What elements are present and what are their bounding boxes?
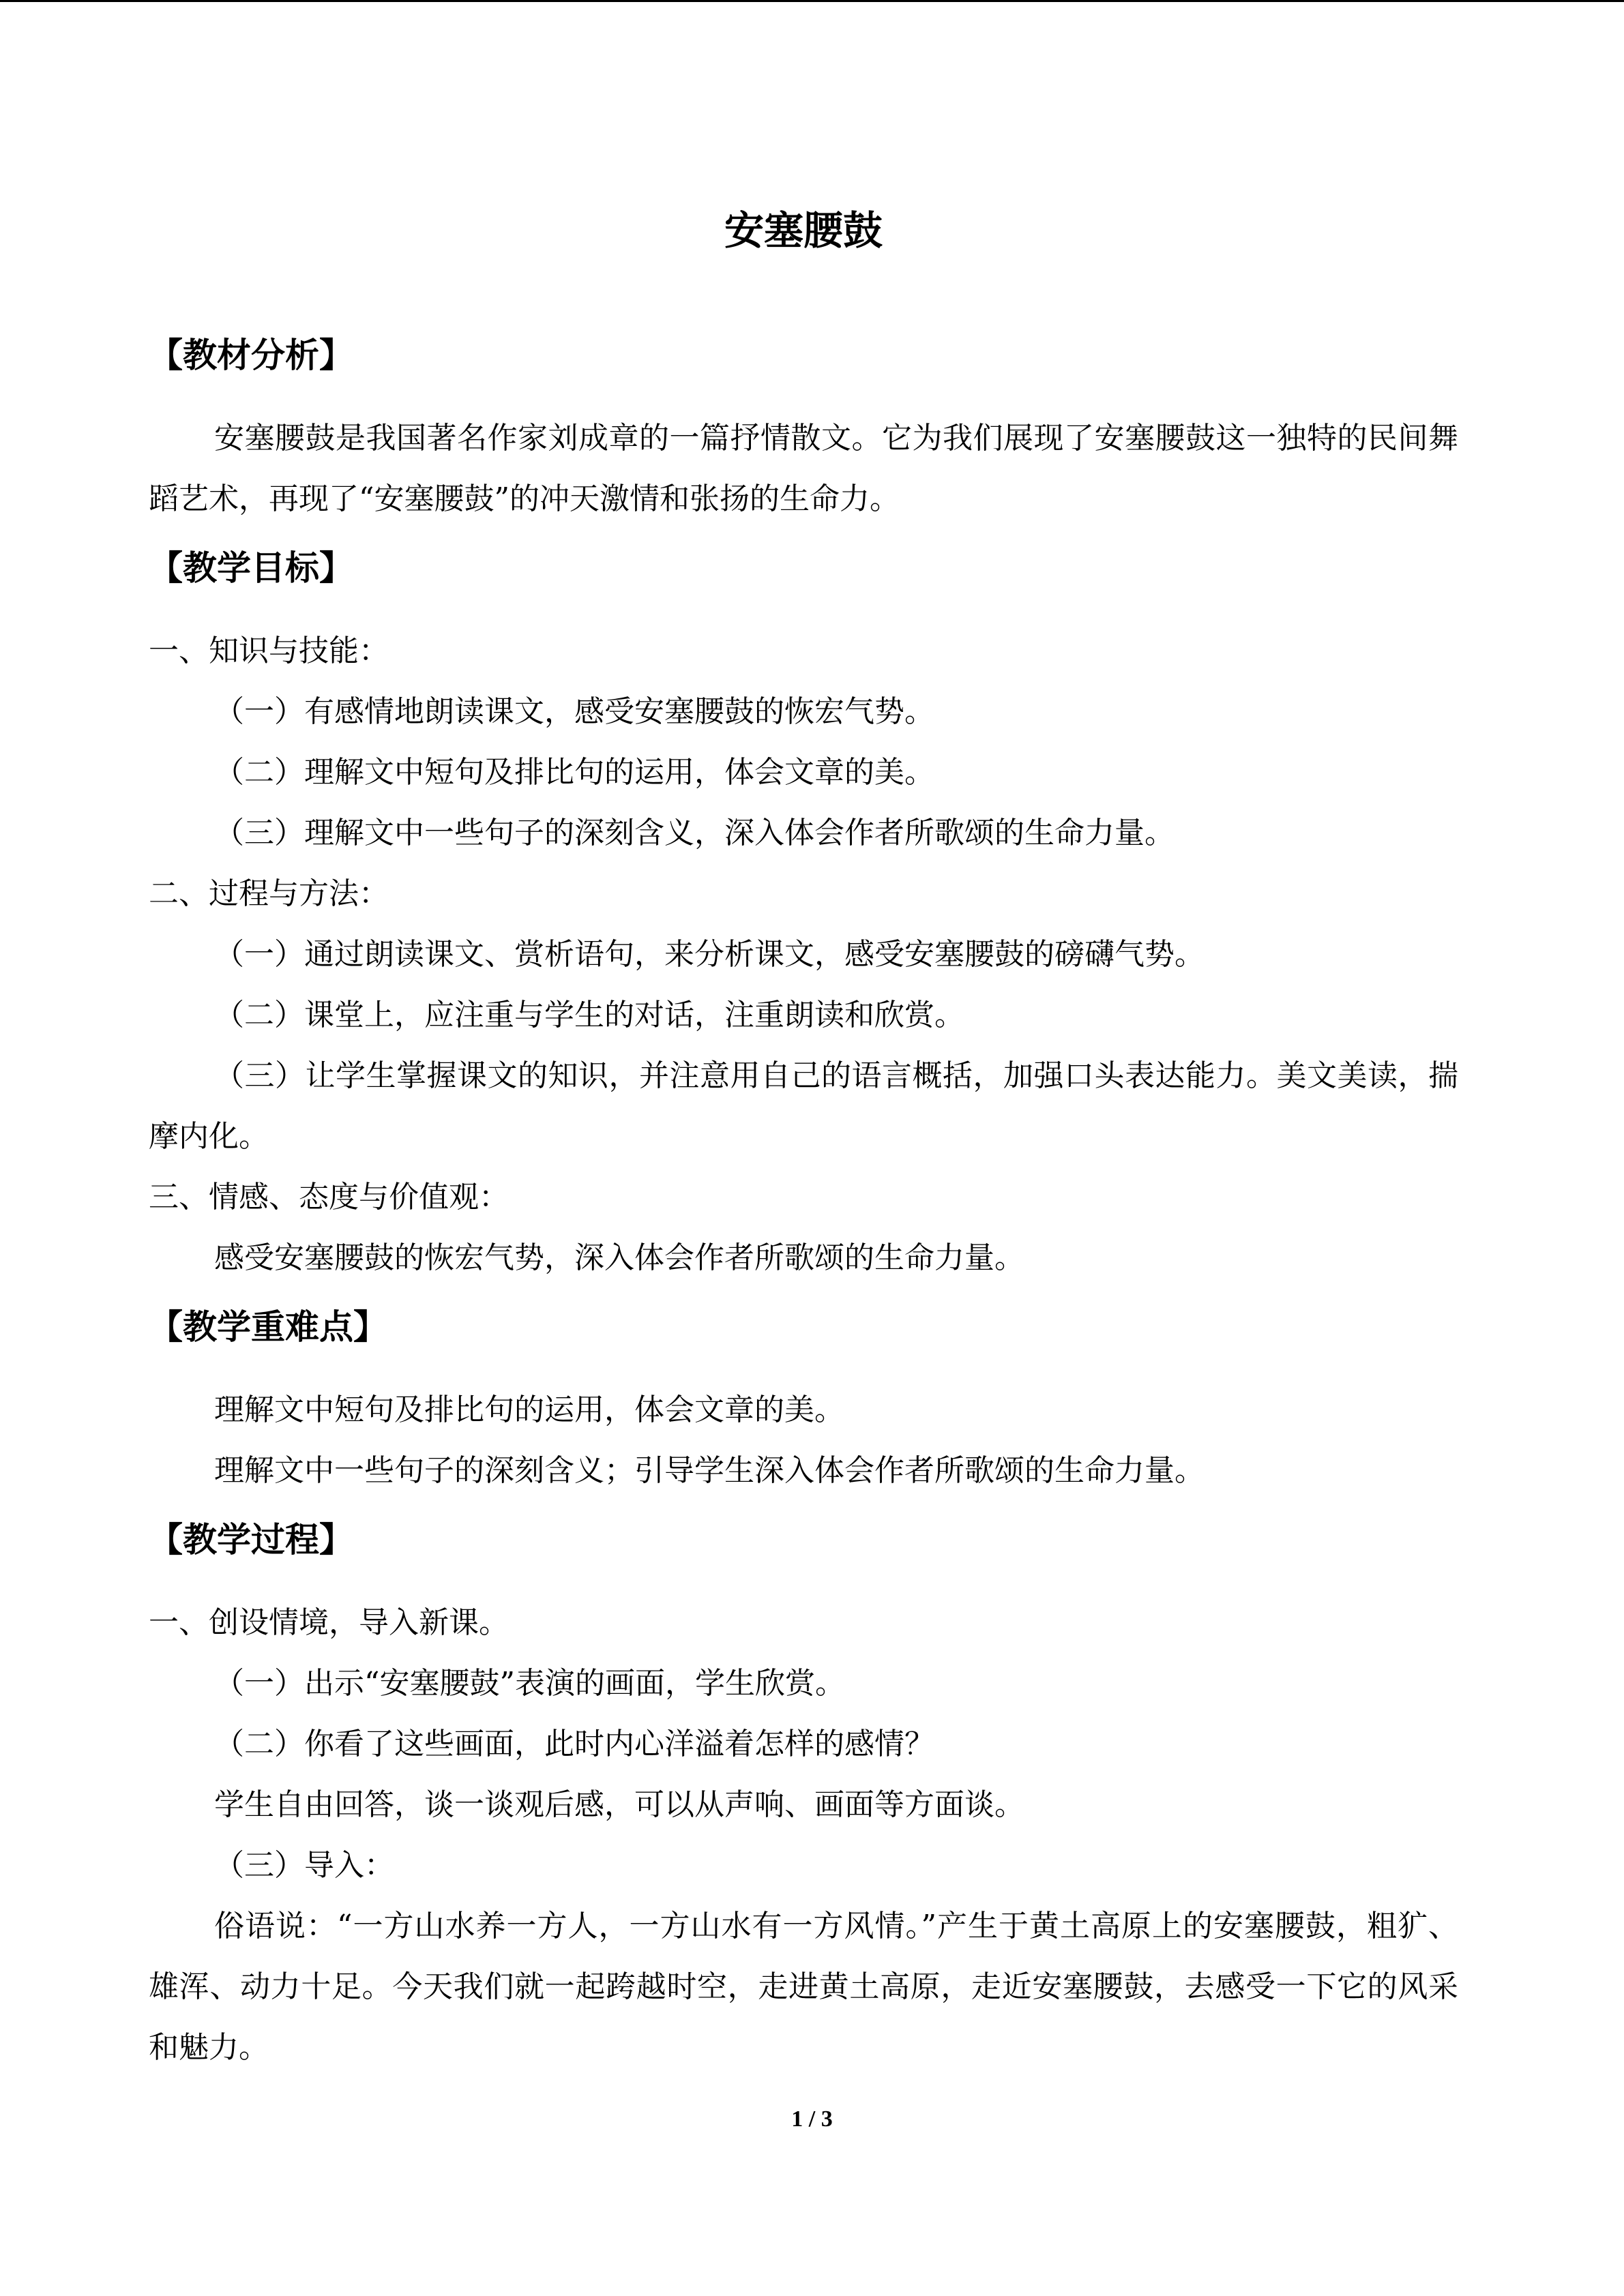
goal-part-1-item-1: （一）有感情地朗读课文，感受安塞腰鼓的恢宏气势。 [214, 694, 934, 729]
goal-part-2-item-1: （一）通过朗读课文、赏析语句，来分析课文，感受安塞腰鼓的磅礴气势。 [214, 937, 1205, 972]
process-intro-paragraph: 俗语说：“一方山水养一方人，一方山水有一方风情。”产生于黄土高原上的安塞腰鼓，粗犷、雄浑、动力十足。今天我们就一起跨越时空，走进黄土高原，走近安塞腰鼓，去感受一下它的风采和魅力。 [149, 1909, 1458, 2065]
goal-part-3-title: 三、情感、态度与价值观： [149, 1180, 509, 1214]
top-border-line [0, 0, 1624, 2]
document-title: 安塞腰鼓 [724, 207, 883, 254]
process-step-1-title: 一、创设情境，导入新课。 [149, 1605, 509, 1640]
heading-key-points: 【教学重难点】 [149, 1307, 387, 1347]
goal-part-2-item-3: （三）让学生掌握课文的知识，并注意用自己的语言概括，加强口头表达能力。美文美读，揣摩内化。 [149, 1058, 1458, 1154]
goal-part-1-item-2: （二）理解文中短句及排比句的运用，体会文章的美。 [214, 755, 934, 790]
analysis-paragraph: 安塞腰鼓是我国著名作家刘成章的一篇抒情散文。它为我们展现了安塞腰鼓这一独特的民间舞蹈艺术，再现了“安塞腰鼓”的冲天激情和张扬的生命力。 [149, 421, 1458, 516]
heading-teaching-process: 【教学过程】 [149, 1520, 353, 1560]
heading-textbook-analysis: 【教材分析】 [149, 336, 353, 375]
process-line-4: （三）导入： [214, 1848, 394, 1883]
goal-part-2-item-2: （二）课堂上，应注重与学生的对话，注重朗读和欣赏。 [214, 998, 964, 1032]
goal-part-1-title: 一、知识与技能： [149, 633, 389, 668]
goal-part-1-item-3: （三）理解文中一些句子的深刻含义，深入体会作者所歌颂的生命力量。 [214, 816, 1175, 850]
process-line-2: （二）你看了这些画面，此时内心洋溢着怎样的感情？ [214, 1727, 934, 1761]
key-point-1: 理解文中短句及排比句的运用，体会文章的美。 [214, 1392, 844, 1427]
page-number: 1 / 3 [791, 2106, 833, 2132]
process-line-1: （一）出示“安塞腰鼓”表演的画面，学生欣赏。 [214, 1666, 845, 1701]
document-page [149, 198, 1458, 2078]
goal-part-3-text: 感受安塞腰鼓的恢宏气势，深入体会作者所歌颂的生命力量。 [214, 1240, 1024, 1275]
heading-teaching-goals: 【教学目标】 [149, 548, 353, 588]
goal-part-2-title: 二、过程与方法： [149, 876, 389, 911]
process-line-3: 学生自由回答，谈一谈观后感，可以从声响、画面等方面谈。 [214, 1787, 1024, 1822]
key-point-2: 理解文中一些句子的深刻含义；引导学生深入体会作者所歌颂的生命力量。 [214, 1453, 1205, 1488]
